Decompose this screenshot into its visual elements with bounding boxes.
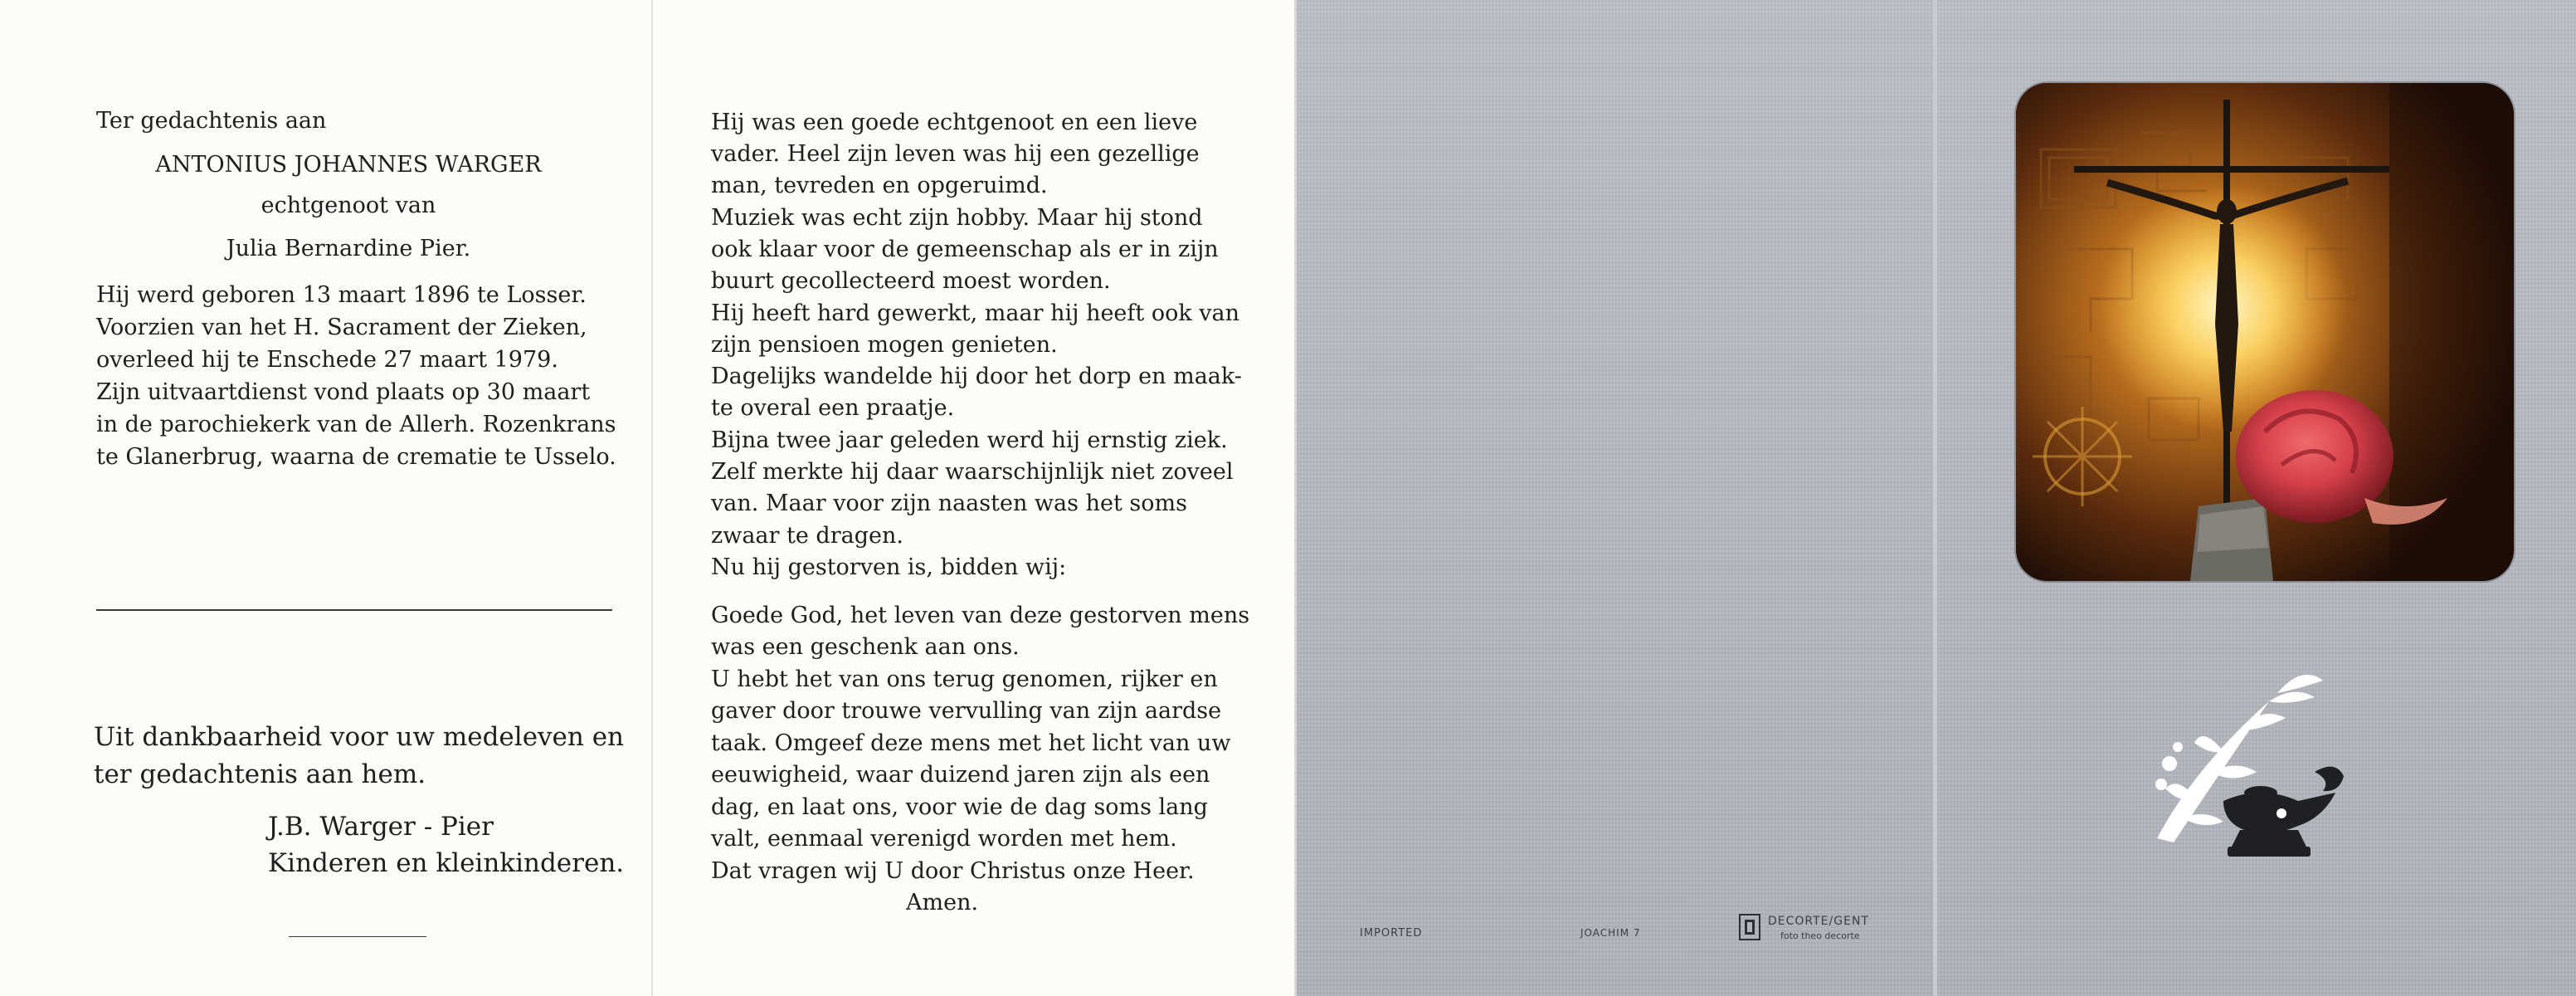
oil-lamp-branch-icon [2145,668,2360,884]
story-line: ook klaar voor de gemeenschap als er in zijn [711,237,1219,262]
publisher-subtitle: foto theo decorte [1780,930,1860,941]
prayer-line: eeuwigheid, waar duizend jaren zijn als een [711,762,1210,788]
back-cover-panel [1294,0,1933,996]
signature-line: J.B. Warger - Pier [268,812,494,842]
story-line: man, tevreden en opgeruimd. [711,173,1048,198]
prayer-line: taak. Omgeef deze mens met het licht van uw [711,730,1231,756]
prayer-line: Dat vragen wij U door Christus onze Heer. [711,858,1195,884]
bio-line: te Glanerbrug, waarna de crematie te Usselo. [96,444,616,470]
story-line: Nu hij gestorven is, bidden wij: [711,554,1067,580]
decorte-logo-icon [1738,913,1761,941]
front-cover-panel [1933,0,2576,996]
bio-line: Voorzien van het H. Sacrament der Zieken, [96,315,587,340]
spouse-name: Julia Bernardine Pier. [226,236,471,261]
short-divider [289,936,426,937]
crucifix-rose-photo [2016,83,2514,581]
deceased-name: ANTONIUS JOHANNES WARGER [155,152,542,178]
thanks-line: ter gedachtenis aan hem. [94,759,426,789]
story-line: Hij was een goede echtgenoot en een lieve [711,110,1198,135]
prayer-line: U hebt het van ons terug genomen, rijker en [711,666,1218,692]
imported-label: IMPORTED [1360,927,1423,940]
prayer-line: Goede God, het leven van deze gestorven mens [711,603,1250,628]
story-line: zwaar te dragen. [711,523,903,549]
prayer-line: valt, eenmaal verenigd worden met hem. [711,826,1177,852]
story-line: van. Maar voor zijn naasten was het soms [711,491,1187,516]
story-line: Zelf merkte hij daar waarschijnlijk niet zoveel [711,459,1234,485]
left-text-panel [0,0,651,996]
bio-line: Hij werd geboren 13 maart 1896 te Losser. [96,282,587,308]
publisher-label: DECORTE/GENT [1768,915,1869,928]
story-line: buurt gecollecteerd moest worden. [711,268,1111,294]
story-line: vader. Heel zijn leven was hij een gezellige [711,141,1200,167]
story-line: Hij heeft hard gewerkt, maar hij heeft ook van [711,300,1240,326]
story-line: te overal een praatje. [711,395,955,421]
divider-line [96,609,612,611]
model-label: JOACHIM 7 [1580,927,1641,939]
thanks-line: Uit dankbaarheid voor uw medeleven en [94,722,625,752]
prayer-line: dag, en laat ons, voor wie de dag soms lang [711,794,1208,820]
story-line: Dagelijks wandelde hij door het dorp en maak- [711,364,1242,389]
bio-line: Zijn uitvaartdienst vond plaats op 30 maart [96,379,591,405]
amen: Amen. [906,890,979,915]
signature-line: Kinderen en kleinkinderen. [268,848,625,878]
story-line: zijn pensioen mogen genieten. [711,332,1058,358]
bio-line: overleed hij te Enschede 27 maart 1979. [96,347,558,373]
prayer-line: was een geschenk aan ons. [711,634,1020,660]
heading: Ter gedachtenis aan [96,108,327,134]
middle-text-panel [651,0,1294,996]
story-line: Bijna twee jaar geleden werd hij ernstig ziek. [711,427,1228,453]
bio-line: in de parochiekerk van de Allerh. Rozenkrans [96,412,616,437]
spouse-intro: echtgenoot van [261,193,436,218]
story-line: Muziek was echt zijn hobby. Maar hij stond [711,205,1203,231]
prayer-line: gaver door trouwe vervulling van zijn aardse [711,698,1222,724]
